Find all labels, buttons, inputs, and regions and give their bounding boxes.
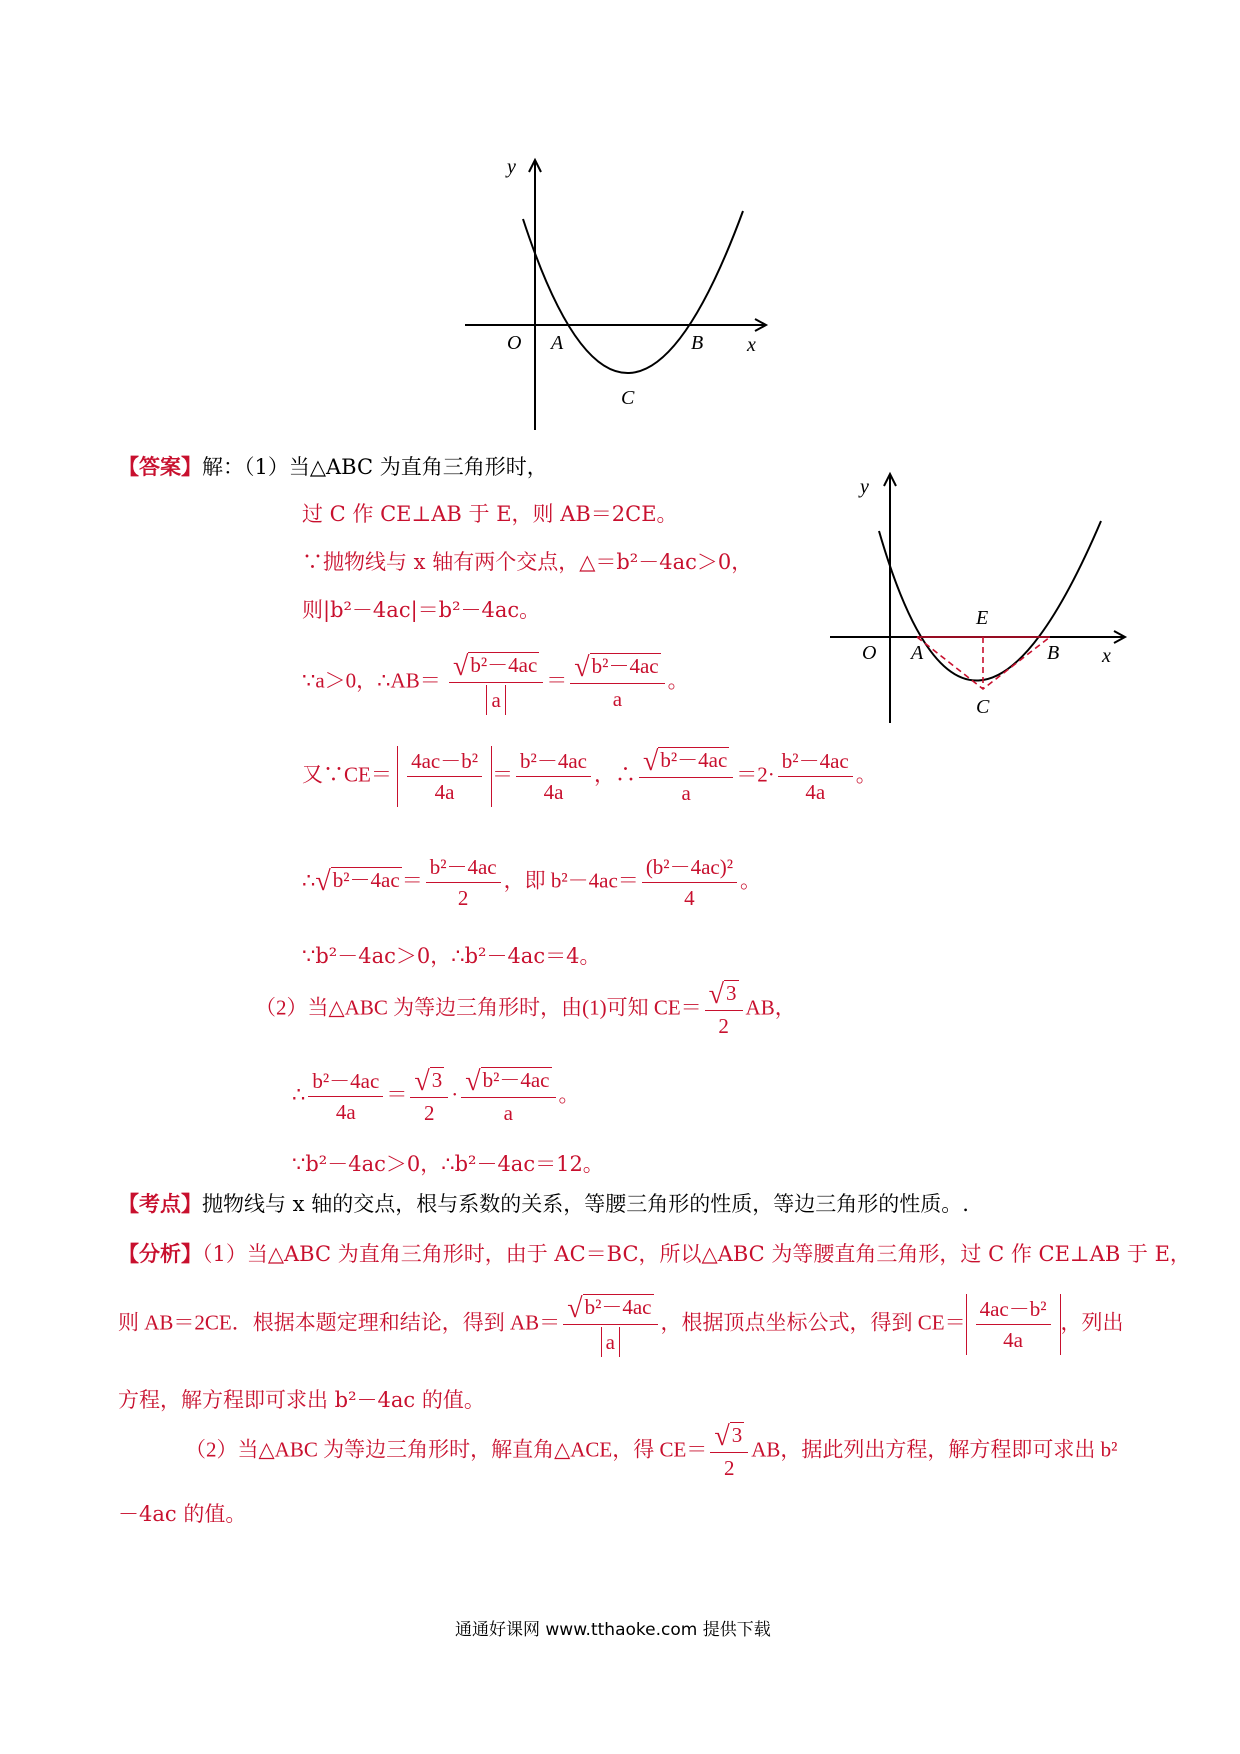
fenxi-tag: 【分析】	[118, 1242, 202, 1266]
answer-line-1: 【答案】解：（1）当△ABC 为直角三角形时，	[118, 455, 548, 479]
answer-line-2: 过 C 作 CE⊥AB 于 E，则 AB＝2CE。	[302, 502, 678, 526]
point-e-label: E	[976, 607, 989, 629]
fenxi-line-2: 则 AB＝2CE．根据本题定理和结论，得到 AB＝ $\frac{\text{√b²－4ac}}{a}$ ，根据顶点坐标公式，得到 CE＝ $\frac{\text{4ac－b²}}{4a}$ ，列出	[118, 1292, 1124, 1357]
point-a-label: A	[911, 642, 924, 664]
point-b-label: B	[1047, 642, 1060, 664]
y-axis-label: y	[860, 476, 869, 498]
fenxi-line-4: （2）当△ABC 为等边三角形时，解直角△ACE，得 CE＝ $\frac{√3}{2}$ AB，据此列出方程，解方程即可求出 b²	[185, 1421, 1118, 1480]
kaodian-tag: 【考点】	[118, 1192, 202, 1216]
page-footer: 通通好课网 www.tthaoke.com 提供下载	[455, 1620, 771, 1640]
parabola-graph-right	[825, 465, 1145, 725]
y-axis-label: y	[507, 156, 516, 178]
answer-line-3: ∵抛物线与 x 轴有两个交点，△＝b²－4ac＞0，	[302, 550, 753, 574]
answer-line-6: 又∵CE＝ $\frac{\text{4ac－b²}}{4a}$ ＝ $\frac{\text{b²－4ac}}{4a}$ ，∴ $\frac{\text{√b²－4ac}}{a}$ ＝2· $\frac{\text{b²－4ac}}{4a}$ 。	[302, 746, 877, 805]
x-axis-label: x	[747, 334, 756, 356]
origin-label: O	[507, 332, 522, 354]
answer-line-4: 则|b²－4ac|＝b²－4ac。	[302, 598, 541, 622]
answer-tag: 【答案】	[118, 455, 202, 479]
fenxi-line-3: 方程，解方程即可求出 b²－4ac 的值。	[118, 1388, 485, 1412]
answer-line-7: ∴√b²－4ac＝ $\frac{\text{b²－4ac}}{2}$ ，即 b²－4ac＝ $\frac{\text{(b²－4ac)²}}{4}$ 。	[302, 852, 761, 913]
fenxi-line-1: 【分析】（1）当△ABC 为直角三角形时，由于 AC＝BC，所以△ABC 为等腰直角三角形，过 C 作 CE⊥AB 于 E，	[118, 1242, 1191, 1266]
parabola-graph-top	[455, 155, 785, 435]
answer-line-5: ∵a＞0，∴AB＝ $\frac{\text{√b²－4ac}}{a}$ ＝ $\frac{\text{√b²－4ac}}{a}$ 。	[302, 650, 689, 715]
point-c-label: C	[976, 696, 990, 718]
x-axis-label: x	[1102, 645, 1111, 667]
kaodian-line: 【考点】抛物线与 x 轴的交点，根与系数的关系，等腰三角形的性质，等边三角形的性质。.	[118, 1192, 969, 1216]
fenxi-line-5: －4ac 的值。	[118, 1502, 247, 1526]
point-a-label: A	[551, 332, 564, 354]
answer-line-10: ∴ $\frac{\text{b²－4ac}}{4a}$ ＝ $\frac{√3}{2}$ · $\frac{\text{√b²－4ac}}{a}$ 。	[292, 1066, 580, 1125]
origin-label: O	[862, 642, 877, 664]
point-b-label: B	[691, 332, 704, 354]
answer-line-8: ∵b²－4ac＞0，∴b²－4ac＝4。	[302, 944, 601, 968]
answer-line-9: （2）当△ABC 为等边三角形时，由(1)可知 CE＝ $\frac{√3}{2}$ AB，	[255, 979, 796, 1038]
answer-line-11: ∵b²－4ac＞0，∴b²－4ac＝12。	[292, 1152, 604, 1176]
point-c-label: C	[621, 387, 635, 409]
